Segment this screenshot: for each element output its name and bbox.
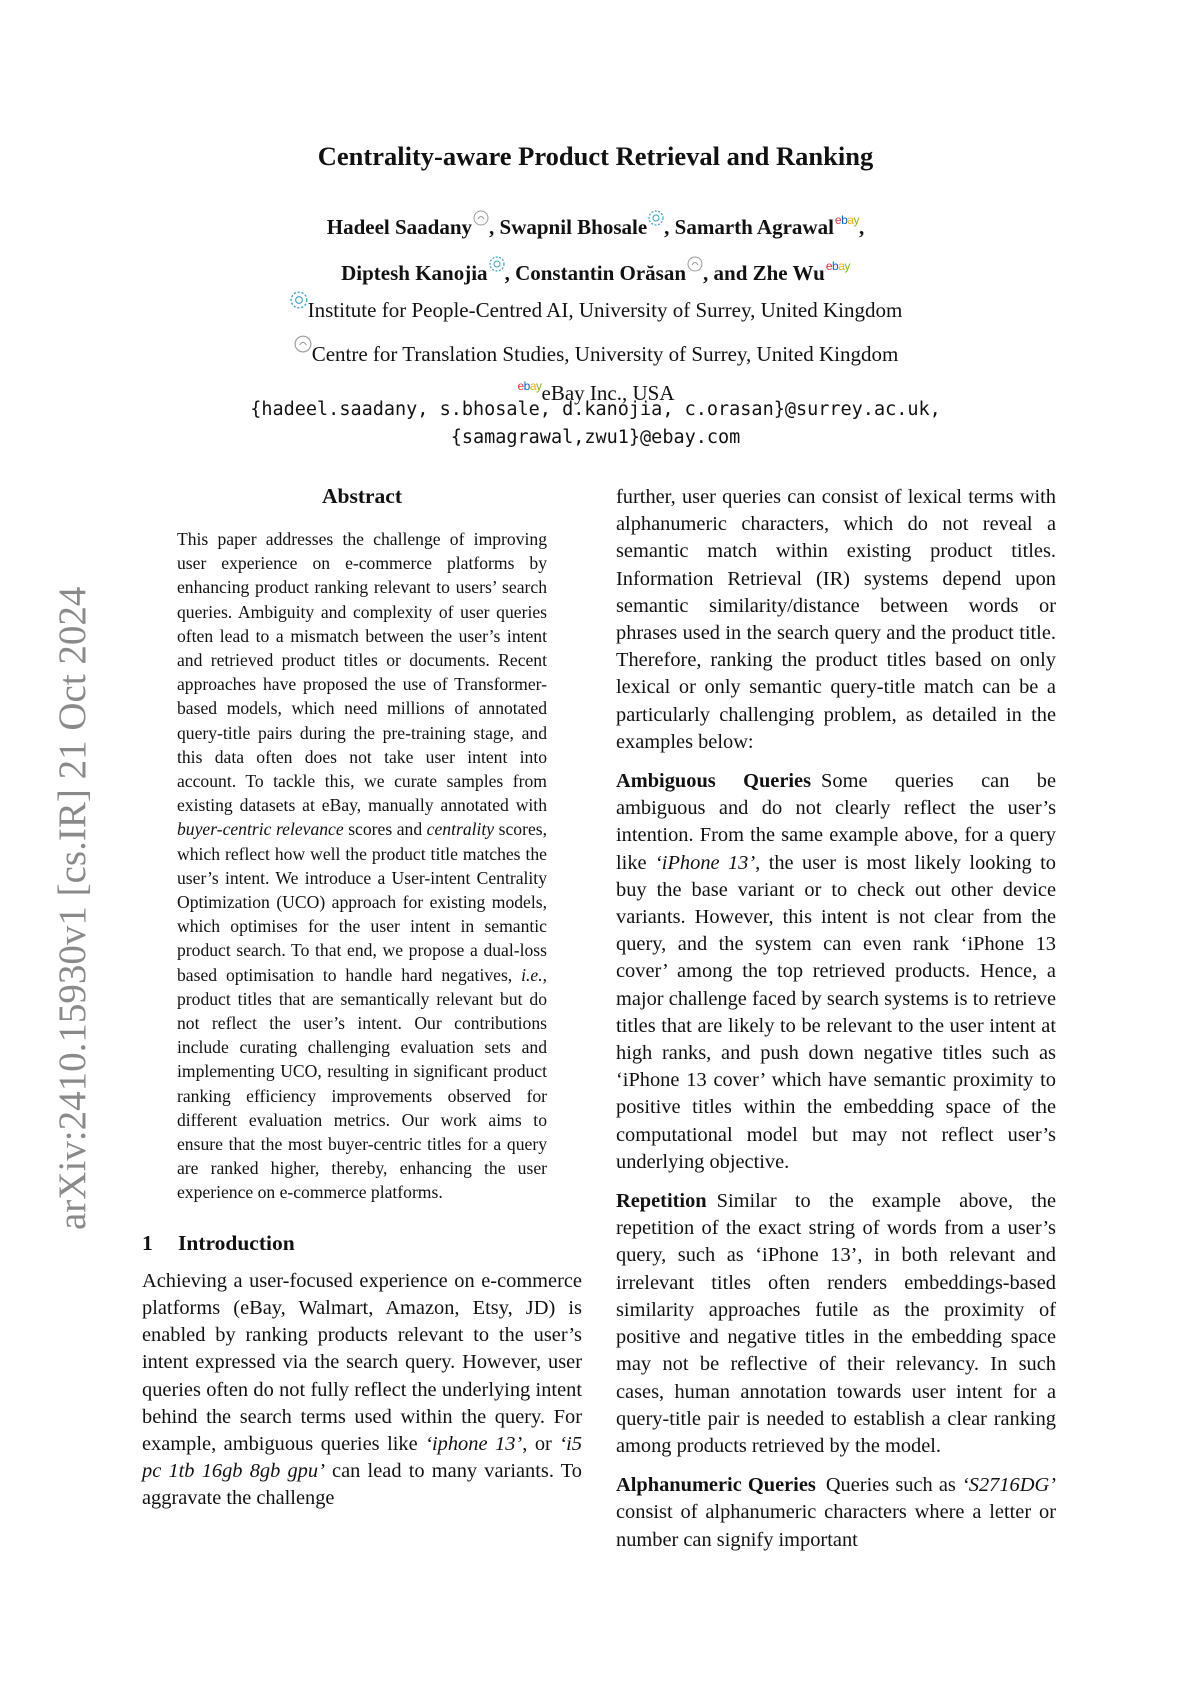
introduction-continued-paragraph: further, user queries can consist of lexical terms with alphanumeric characters, which do not reveal a semantic match within existing product titles. Information Retrieval (IR) systems depend upon semantic similarity/distance between words or phrases used in the search query and the product title. Therefore, ranking the product titles based on only lexical or only semantic query-title match can be a particularly challenging problem, as detailed in the examples below:	[616, 486, 1056, 753]
right-column	[616, 484, 1056, 1554]
author-separator: ,	[664, 215, 675, 239]
abstract-text: This paper addresses the challenge of improving user experience on e-commerce platforms by enhancing product ranking relevant to users’ search queries. Ambiguity and complexity of user queries often lead to a mismatch between the user’s intent and retrieved product titles or documents. Recent approaches have proposed the use of Transformer-based models, which need millions of annotated query-title pairs during the pre-training stage, and this data often does not take user intent into account. To tackle this, we curate samples from existing datasets at eBay, manually annotated with buyer-centric relevance scores and centrality scores, which reflect how well the product title matches the user’s intent. We introduce a User-intent Centrality Optimization (UCO) approach for existing models, which optimises for the user intent in semantic product search. To that end, we propose a dual-loss based optimisation to handle hard negatives, i.e., product titles that are semantically relevant but do not reflect the user’s intent. Our contributions include curating challenging evaluation sets and implementing UCO, resulting in significant product ranking efficiency improvements observed for different evaluation metrics. Our work aims to ensure that the most buyer-centric titles for a query are ranked higher, thereby, enhancing the user experience on e-commerce platforms.	[177, 529, 547, 1203]
paper-title: Centrality-aware Product Retrieval and Ranking	[317, 141, 874, 171]
author-name: Diptesh Kanojia	[341, 261, 488, 285]
author-name: Zhe Wu	[752, 261, 825, 285]
cts-affiliation-icon	[687, 246, 703, 284]
ebay-affiliation-icon: ebay	[825, 259, 850, 273]
alphanumeric-queries-paragraph: Alphanumeric Queries Queries such as ‘S2716DG’ consist of alphanumeric characters where a letter or number can signify important	[616, 1474, 1056, 1551]
author-name: Hadeel Saadany	[326, 215, 473, 239]
ebay-affiliation-icon: ebay	[517, 379, 542, 393]
cts-affiliation-icon	[294, 328, 312, 364]
repetition-paragraph: Repetition Similar to the example above, the repetition of the exact string of words from a user’s query, such as ‘iPhone 13’, in both relevant and irrelevant titles often renders embeddings-based similarity approaches futile as the proximity of positive and negative titles in the embedding space may not be reflective of their relevancy. In such cases, human annotation towards user intent for a query-title pair is needed to establish a clear ranking among products retrieved by the model.	[616, 1190, 1056, 1457]
surrey-ai-affiliation-icon	[290, 284, 308, 320]
author-list	[0, 200, 1191, 292]
email-line: {hadeel.saadany, s.bhosale, d.kanojia, c.orasan}@surrey.ac.uk,	[250, 399, 941, 420]
affiliation-surrey-ai: Institute for People-Centred AI, University of Surrey, United Kingdom	[0, 284, 1191, 328]
author-name: Constantin Orăsan	[515, 261, 687, 285]
author-emails	[0, 396, 1191, 452]
left-column	[142, 484, 582, 1513]
abstract-heading: Abstract	[321, 484, 402, 508]
introduction-paragraph: Achieving a user-focused experience on e-commerce platforms (eBay, Walmart, Amazon, Etsy, JD) is enabled by ranking products relevant to the user’s intent expressed via the search query. However, user queries often do not fully reflect the underlying intent behind the search terms used within the query. For example, ambiguous queries like ‘iphone 13’, or ‘i5 pc 1tb 16gb 8gb gpu’ can lead to many variants. To aggravate the challenge	[142, 1269, 582, 1510]
author-name: Swapnil Bhosale	[499, 215, 648, 239]
author-separator: , and	[703, 261, 753, 285]
surrey-ai-affiliation-icon	[489, 246, 505, 284]
author-separator: ,	[858, 215, 865, 239]
email-line: {samagrawal,zwu1}@ebay.com	[450, 427, 741, 448]
author-line-1	[0, 200, 1191, 246]
cts-affiliation-icon	[473, 200, 489, 238]
ambiguous-queries-paragraph: Ambiguous Queries Some queries can be ambiguous and do not clearly reflect the user’s intention. From the same example above, for a query like ‘iPhone 13’, the user is most likely looking to buy the base variant or to check out other device variants. However, this intent is not clear from the query, and the system can even rank ‘iPhone 13 cover’ among the top retrieved products. Hence, a major challenge faced by search systems is to retrieve titles that are likely to be relevant to the user intent at high ranks, and push down negative titles such as ‘iPhone 13 cover’ which have semantic proximity to positive titles within the embedding space of the computational model but may not reflect user’s underlying objective.	[616, 770, 1056, 1173]
surrey-ai-affiliation-icon	[648, 200, 664, 238]
section-heading-introduction: 1 Introduction	[142, 1230, 295, 1255]
author-separator: ,	[504, 261, 516, 285]
arxiv-identifier: arXiv:2410.15930v1 [cs.IR] 21 Oct 2024	[51, 586, 94, 1230]
affiliations	[0, 284, 1191, 409]
affiliation-ebay: ebayeBay Inc., USA	[0, 370, 1191, 409]
author-separator: ,	[489, 215, 500, 239]
author-name: Samarth Agrawal	[674, 215, 834, 239]
ebay-affiliation-icon: ebay	[834, 213, 859, 227]
affiliation-cts: Centre for Translation Studies, University of Surrey, United Kingdom	[0, 328, 1191, 372]
